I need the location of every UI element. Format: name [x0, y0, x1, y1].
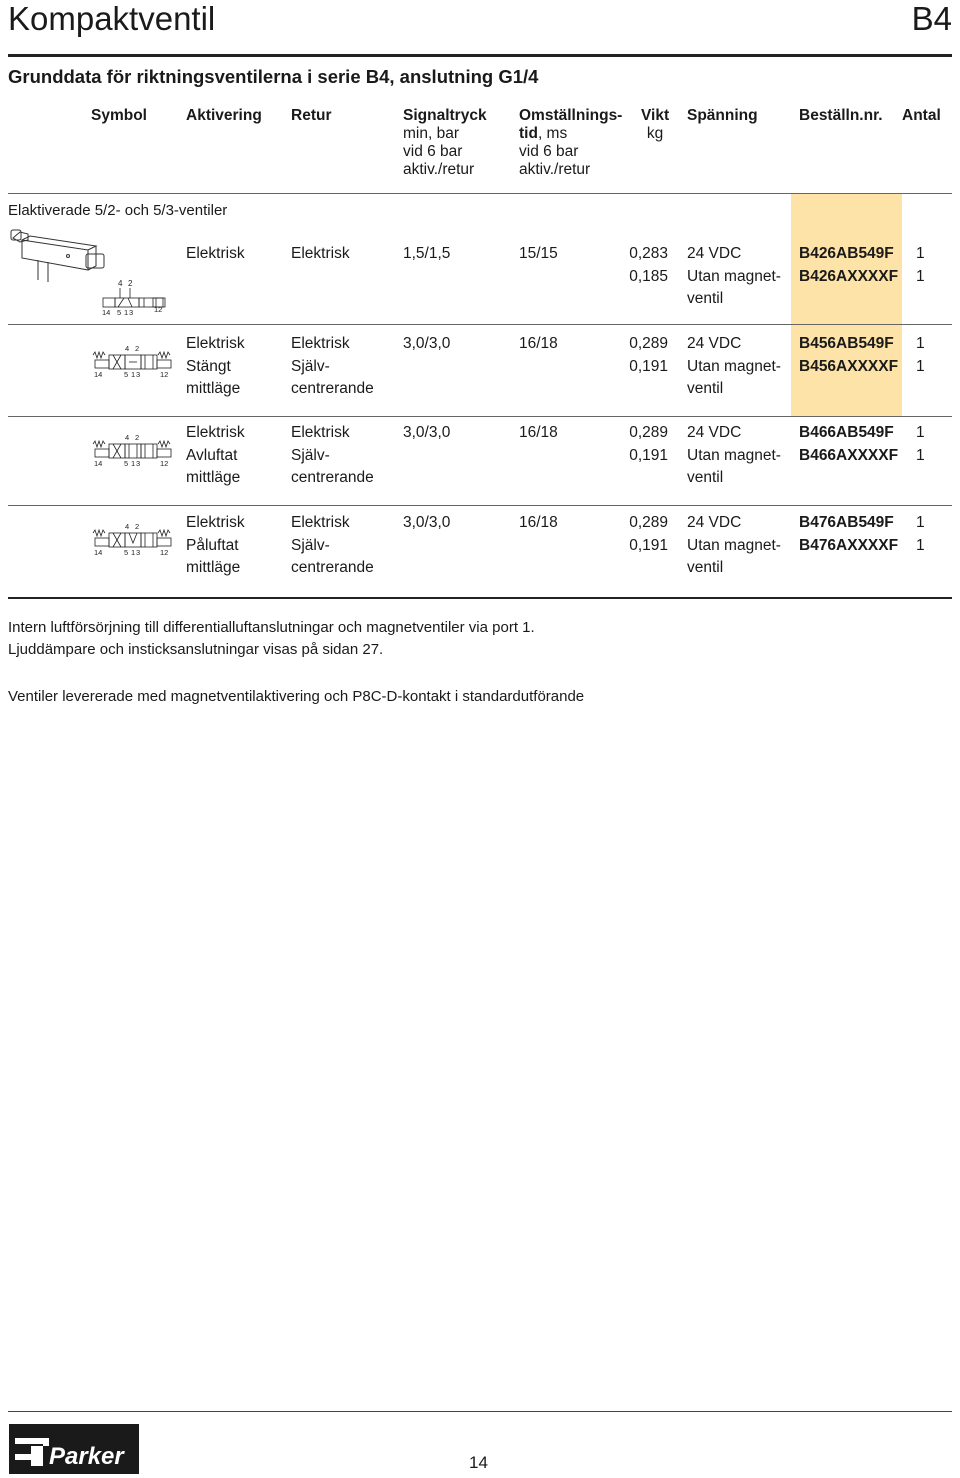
- col-signaltryck-l3: vid 6 bar: [403, 143, 463, 160]
- row-2-antal-l1: 1: [916, 335, 925, 352]
- port-label-14: 14: [94, 459, 103, 468]
- row-3-retur-l3: centrerande: [291, 469, 374, 486]
- port-label-12: 12: [160, 548, 169, 557]
- row-1-antal-l2: 1: [916, 267, 925, 285]
- port-label-2: 2: [128, 279, 133, 288]
- row-2-signal: 3,0/3,0: [403, 335, 451, 352]
- table-row-3-aktivering: [186, 422, 245, 490]
- row-4-spanning-l1: 24 VDC: [687, 514, 742, 531]
- row-1-order-l2: B426AXXXXF: [799, 267, 899, 285]
- row-1-order: [799, 243, 898, 288]
- parker-logo-text: Parker: [49, 1443, 124, 1470]
- col-omst-l2a: tid: [519, 125, 538, 142]
- row-3-order: [799, 422, 898, 467]
- port-label-1: 1: [131, 459, 136, 468]
- col-vikt-title: Vikt: [641, 107, 670, 124]
- col-omst-l4: aktiv./retur: [519, 161, 591, 178]
- row-3-antal: [916, 422, 925, 467]
- row-4-omst: 16/18: [519, 514, 558, 531]
- row-4-retur-l3: centrerande: [291, 559, 374, 576]
- row-3-retur-l1: Elektrisk: [291, 424, 350, 441]
- row-3-aktivering-l3: mittläge: [186, 469, 241, 486]
- row-4-vikt: [608, 512, 668, 557]
- row-divider-1: [8, 324, 952, 325]
- port-label-3: 3: [136, 459, 141, 468]
- row-2-omst: 16/18: [519, 335, 558, 352]
- row-4-order-l2: B476AXXXXF: [799, 536, 899, 554]
- row-3-spanning: [687, 422, 781, 490]
- row-4-spanning: [687, 512, 781, 580]
- row-2-spanning-l3: ventil: [687, 380, 724, 397]
- row-2-retur-l2: Själv-: [291, 357, 330, 375]
- col-omstallningstid: [519, 107, 622, 179]
- table-row-2-retur: [291, 333, 374, 401]
- row-2-vikt: [608, 333, 668, 378]
- row-4-antal-l1: 1: [916, 514, 925, 531]
- row-3-vikt-l2: 0,191: [629, 446, 668, 464]
- row-1-spanning-l2: Utan magnet-: [687, 267, 781, 285]
- row-2-aktivering-l1: Elektrisk: [186, 335, 245, 352]
- col-antal: Antal: [902, 107, 941, 124]
- col-omst-title: Omställnings-: [519, 107, 623, 124]
- port-label-5: 5: [124, 548, 129, 557]
- note-3: Ventiler levererade med magnetventilaktivering och P8C-D-kontakt i standardutförande: [8, 688, 585, 705]
- row-3-aktivering-l2: Avluftat: [186, 446, 238, 464]
- row-2-aktivering-l2: Stängt: [186, 357, 231, 375]
- row-1-aktivering-l1: Elektrisk: [186, 245, 245, 262]
- series-label: B4: [911, 0, 952, 37]
- row-4-spanning-l3: ventil: [687, 559, 724, 576]
- row-4-aktivering-l1: Elektrisk: [186, 514, 245, 531]
- valve-symbol-5-3-exhaust-icon: [92, 432, 174, 468]
- table-row-4-aktivering: [186, 512, 245, 580]
- port-label-14: 14: [94, 548, 103, 557]
- row-4-vikt-l1: 0,289: [629, 514, 668, 531]
- row-3-spanning-l3: ventil: [687, 469, 724, 486]
- table-row-2-aktivering: [186, 333, 245, 401]
- note-1: Intern luftförsörjning till differentialluftanslutningar och magnetventiler via port 1.: [8, 619, 535, 636]
- row-4-antal: [916, 512, 925, 557]
- row-2-antal-l2: 1: [916, 357, 925, 375]
- col-vikt: [641, 107, 669, 143]
- port-label-1: 1: [124, 308, 129, 317]
- row-2-order-l1: B456AB549F: [799, 335, 894, 352]
- table-row-1-aktivering: [186, 243, 245, 266]
- order-highlight: [791, 194, 902, 416]
- row-4-vikt-l2: 0,191: [629, 536, 668, 554]
- header-rule: [8, 54, 952, 57]
- col-omst-l3: vid 6 bar: [519, 143, 579, 160]
- row-1-signal: 1,5/1,5: [403, 245, 451, 262]
- port-label-2: 2: [135, 433, 140, 442]
- page-number: 14: [469, 1453, 488, 1472]
- row-4-antal-l2: 1: [916, 536, 925, 554]
- row-1-retur-l1: Elektrisk: [291, 245, 350, 262]
- row-1-spanning: [687, 243, 781, 311]
- port-label-3: 3: [136, 548, 141, 557]
- row-1-vikt-l1: 0,283: [629, 245, 668, 262]
- table-bottom-rule: [8, 597, 952, 599]
- valve-symbol-5-2-icon: [100, 276, 170, 316]
- row-4-retur-l2: Själv-: [291, 536, 330, 554]
- port-label-2: 2: [135, 522, 140, 531]
- port-label-1: 1: [131, 548, 136, 557]
- row-2-spanning: [687, 333, 781, 401]
- row-2-vikt-l2: 0,191: [629, 357, 668, 375]
- row-3-order-l1: B466AB549F: [799, 424, 894, 441]
- row-1-vikt: [608, 243, 668, 288]
- port-label-12: 12: [160, 370, 169, 379]
- port-label-5: 5: [117, 308, 122, 317]
- row-2-vikt-l1: 0,289: [629, 335, 668, 352]
- valve-symbol-5-3-closed-icon: [92, 343, 174, 379]
- row-2-order: [799, 333, 898, 378]
- valve-symbol-5-3-pressure-icon: [92, 521, 174, 557]
- row-1-order-l1: B426AB549F: [799, 245, 894, 262]
- port-label-12: 12: [154, 305, 163, 314]
- port-label-14: 14: [94, 370, 103, 379]
- port-label-4: 4: [118, 279, 123, 288]
- section-title: Elaktiverade 5/2- och 5/3-ventiler: [8, 202, 228, 219]
- col-signaltryck-l4: aktiv./retur: [403, 161, 475, 178]
- row-4-aktivering-l3: mittläge: [186, 559, 241, 576]
- row-2-spanning-l1: 24 VDC: [687, 335, 742, 352]
- col-symbol: Symbol: [91, 107, 147, 124]
- col-omst-l2b: , ms: [537, 125, 568, 142]
- row-1-spanning-l3: ventil: [687, 290, 724, 307]
- row-2-retur-l3: centrerande: [291, 380, 374, 397]
- col-omst-l2: [519, 125, 622, 143]
- col-spanning: Spänning: [687, 107, 758, 124]
- row-3-aktivering-l1: Elektrisk: [186, 424, 245, 441]
- row-3-signal: 3,0/3,0: [403, 424, 451, 441]
- port-label-14: 14: [102, 308, 111, 317]
- row-2-aktivering-l3: mittläge: [186, 380, 241, 397]
- row-1-antal: [916, 243, 925, 288]
- row-2-antal: [916, 333, 925, 378]
- row-3-retur-l2: Själv-: [291, 446, 330, 464]
- col-signaltryck-l2: min, bar: [403, 125, 459, 142]
- row-1-antal-l1: 1: [916, 245, 925, 262]
- col-signaltryck: [403, 107, 487, 179]
- row-divider-2: [8, 416, 952, 417]
- row-1-spanning-l1: 24 VDC: [687, 245, 742, 262]
- port-label-3: 3: [136, 370, 141, 379]
- port-label-12: 12: [160, 459, 169, 468]
- port-label-1: 1: [131, 370, 136, 379]
- footer-rule: [8, 1411, 952, 1412]
- port-label-2: 2: [135, 344, 140, 353]
- row-3-order-l2: B466AXXXXF: [799, 446, 899, 464]
- port-label-5: 5: [124, 459, 129, 468]
- port-label-5: 5: [124, 370, 129, 379]
- row-3-antal-l1: 1: [916, 424, 925, 441]
- row-4-retur-l1: Elektrisk: [291, 514, 350, 531]
- table-row-1-retur: [291, 243, 350, 266]
- row-2-spanning-l2: Utan magnet-: [687, 357, 781, 375]
- row-4-spanning-l2: Utan magnet-: [687, 536, 781, 554]
- table-row-3-retur: [291, 422, 374, 490]
- row-2-retur-l1: Elektrisk: [291, 335, 350, 352]
- port-label-4: 4: [125, 344, 130, 353]
- row-divider-3: [8, 505, 952, 506]
- row-4-order: [799, 512, 898, 557]
- col-aktivering: Aktivering: [186, 107, 262, 124]
- row-4-signal: 3,0/3,0: [403, 514, 451, 531]
- row-3-vikt: [608, 422, 668, 467]
- port-label-3: 3: [129, 308, 134, 317]
- row-4-aktivering-l2: Påluftat: [186, 536, 239, 554]
- row-3-omst: 16/18: [519, 424, 558, 441]
- row-1-vikt-l2: 0,185: [629, 267, 668, 285]
- table-row-4-retur: [291, 512, 374, 580]
- row-3-spanning-l2: Utan magnet-: [687, 446, 781, 464]
- port-label-4: 4: [125, 433, 130, 442]
- row-1-omst: 15/15: [519, 245, 558, 262]
- parker-logo-icon: [9, 1424, 139, 1474]
- note-2: Ljuddämpare och insticksanslutningar visas på sidan 27.: [8, 641, 384, 658]
- port-label-4: 4: [125, 522, 130, 531]
- col-vikt-unit: kg: [646, 125, 664, 142]
- row-3-spanning-l1: 24 VDC: [687, 424, 742, 441]
- col-retur: Retur: [291, 107, 332, 124]
- col-signaltryck-title: Signaltryck: [403, 107, 487, 124]
- row-2-order-l2: B456AXXXXF: [799, 357, 899, 375]
- table-subtitle: Grunddata för riktningsventilerna i serie B4, anslutning G1/4: [8, 66, 539, 87]
- valve-photo-icon: [8, 228, 103, 288]
- row-4-order-l1: B476AB549F: [799, 514, 894, 531]
- row-3-antal-l2: 1: [916, 446, 925, 464]
- row-3-vikt-l1: 0,289: [629, 424, 668, 441]
- page-title: Kompaktventil: [8, 0, 216, 37]
- col-bestallnr: Beställn.nr.: [799, 107, 883, 124]
